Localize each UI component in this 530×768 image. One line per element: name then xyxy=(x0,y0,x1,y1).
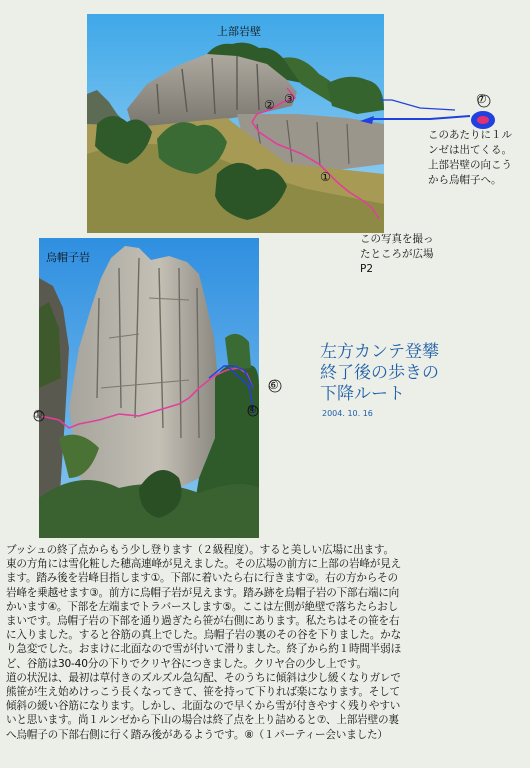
body-line: 熊笹が生え始めけっこう長くなってきて、笹を持って下りれば楽になります。そして xyxy=(6,686,400,699)
upper-cliff-photo xyxy=(87,14,384,233)
marker-7: ⑦ xyxy=(476,92,487,106)
eboshi-rock-label: 烏帽子岩 xyxy=(46,251,90,264)
marker-6-bottom: ⑥ xyxy=(268,378,279,392)
body-line: ブッシュの終了点からもう少し登ります（２級程度）。すると美しい広場に出ます。 xyxy=(6,544,394,556)
body-line: に入りました。すると谷筋の真上でした。烏帽子岩の裏のその谷を下りました。かな xyxy=(6,629,401,642)
route-marker-2: ② xyxy=(264,98,275,112)
body-line: まいです。烏帽子岩の下部を通り過ぎたら笹が右側にあります。私たちはその笹を右 xyxy=(6,615,400,628)
body-line: かいます④。下部を左端までトラバースします⑤。ここは左側が絶壁で落ちたらおし xyxy=(6,600,399,613)
marker-4-bottom: ④ xyxy=(247,403,257,416)
body-line: いと思います。尚１ルンゼから下山の場合は終了点を上り詰めると⑦、上部岩壁の裏 xyxy=(6,714,399,727)
title-date: 2004. 10. 16 xyxy=(322,409,373,418)
body-line: り急変でした。おまけに北面なので雪が付いて滑りました。終了から約１時間半弱ほ xyxy=(6,643,401,656)
note-gully-7: このあたりに１ル ンゼは出てくる。 上部岩壁の向こう から烏帽子へ。 xyxy=(428,129,512,186)
route-marker-3: ③ xyxy=(284,92,295,106)
body-line: 道の状況は、最初は草付きのズルズル急勾配、そのうちに傾斜は少し緩くなりガレで xyxy=(6,671,401,684)
note-photo-location: この写真を撮っ たところが広場 P2 xyxy=(360,233,434,275)
body-line: ます。踏み後を岩峰目指します①。下部に着いたら右に行きます②。右の方からその xyxy=(6,572,398,585)
route-marker-1: ① xyxy=(320,170,331,184)
body-line: へ烏帽子の下部右側に行く踏み後があるようです。⑧（１パーティー会いました） xyxy=(6,728,388,741)
page-title: 左方カンテ登攀 終了後の歩きの 下降ルート xyxy=(320,342,439,404)
upper-cliff-label: 上部岩壁 xyxy=(217,25,261,38)
eboshi-rock-photo xyxy=(39,238,259,538)
body-line: 東の方角には雪化粧した穂高連峰が見えました。その広場の前方に上部の岩峰が見え xyxy=(6,558,401,571)
route-description xyxy=(6,543,526,742)
body-line: 岩峰を乗越せます③。前方に烏帽子岩が見えます。踏み跡を烏帽子岩の下部右端に向 xyxy=(6,586,400,599)
marker-1-bottom: ① xyxy=(33,408,43,421)
body-line: ど、谷筋は30-40分の下りでクリヤ谷につきました。クリヤ合の少し上です。 xyxy=(6,657,367,670)
body-line: 傾斜の緩い谷筋になります。しかし、北面なので早くから雪が付きやすく残りやすい xyxy=(6,700,401,713)
